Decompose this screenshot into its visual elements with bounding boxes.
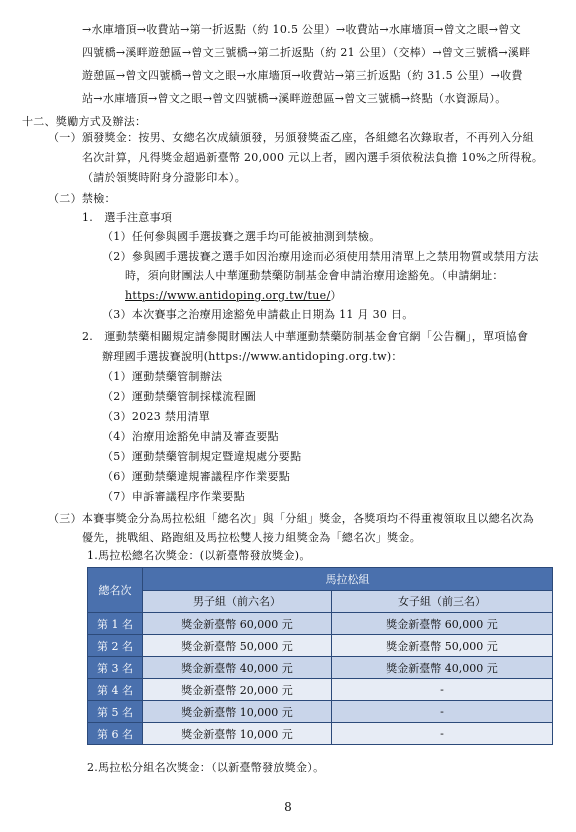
route-line-1: →水庫墻頂→收費站→第一折返點（約 10.5 公里）→收費站→水庫墻頂→曾文之眼→曾文 bbox=[82, 23, 521, 36]
item1-line-1: （一）頒發獎金：按男、女總名次成績頒發，另頒發獎盃乙座，各組總名次錄取者，不再列入分組 bbox=[48, 131, 534, 144]
sub1-item-2: （2）參與國手選拔賽之選手如因治療用途而必須使用禁用清單上之禁用物質或禁用方法 bbox=[102, 250, 539, 263]
page-number: 8 bbox=[284, 800, 292, 814]
female-prize-cell: 獎金新臺幣 50,000 元 bbox=[332, 635, 553, 657]
marathon-prize-table bbox=[87, 567, 553, 745]
sub2-item-4: （4）治療用途豁免申請及審查要點 bbox=[102, 430, 279, 443]
female-prize-cell: - bbox=[332, 723, 553, 745]
sub1-heading: 1. 選手注意事項 bbox=[82, 211, 173, 224]
sub1-item-2-cont: 時，須向財團法人中華運動禁藥防制基金會申請治療用途豁免。（申請網址： bbox=[125, 269, 504, 282]
route-line-4: 站→水庫墻頂→曾文之眼→曾文四號橋→溪畔遊憩區→曾文三號橋→終點（水資源局）。 bbox=[82, 92, 507, 105]
item3-line-2: 優先，挑戰組、路跑組及馬拉松雙人接力組獎金為「總名次」獎金。 bbox=[82, 531, 421, 544]
female-prize-cell: - bbox=[332, 679, 553, 701]
sub2-item-1: （1）運動禁藥管制辦法 bbox=[102, 370, 223, 383]
item3-line-1: （三）本賽事獎金分為馬拉松組「總名次」與「分組」獎金，各獎項均不得重複領取且以總名次為 bbox=[48, 512, 534, 525]
route-line-3: 遊憩區→曾文四號橋→曾文之眼→水庫墻頂→收費站→第三折返點（約 31.5 公里）→收費 bbox=[82, 69, 523, 82]
sub1-item-2-link-line bbox=[125, 286, 342, 306]
table-row bbox=[88, 723, 553, 745]
rank-cell: 第 1 名 bbox=[88, 613, 143, 635]
sub2-item-7: （7）申訴審議程序作業要點 bbox=[102, 490, 245, 503]
female-prize-cell: 獎金新臺幣 40,000 元 bbox=[332, 657, 553, 679]
female-col-header: 女子組（前三名） bbox=[332, 590, 553, 613]
rank-cell: 第 5 名 bbox=[88, 701, 143, 723]
male-prize-cell: 獎金新臺幣 40,000 元 bbox=[143, 657, 332, 679]
sub2-item-2: （2）運動禁藥管制採樣流程圖 bbox=[102, 390, 257, 403]
after-table-line: 2.馬拉松分組名次獎金：（以新臺幣發放獎金）。 bbox=[87, 761, 325, 774]
route-line-2: 四號橋→溪畔遊憩區→曾文三號橋→第二折返點（約 21 公里）（交棒）→曾文三號橋→溪畔 bbox=[82, 46, 531, 59]
male-col-header: 男子組（前六名） bbox=[143, 590, 332, 613]
male-prize-cell: 獎金新臺幣 50,000 元 bbox=[143, 635, 332, 657]
rank-cell: 第 3 名 bbox=[88, 657, 143, 679]
sub1-item-1: （1）任何參與國手選拔賽之選手均可能被抽測到禁檢。 bbox=[102, 230, 381, 243]
table-row bbox=[88, 635, 553, 657]
item1-line-2: 名次計算，凡得獎金超過新臺幣 20,000 元以上者，國內選手須依稅法負擔 10%之所得稅。 bbox=[82, 151, 544, 164]
link-close-paren: ） bbox=[330, 289, 342, 302]
sub1-item-3: （3）本次賽事之治療用途豁免申請截止日期為 11 月 30 日。 bbox=[102, 308, 414, 321]
item1-line-3: （請於領獎時附身分證影印本）。 bbox=[82, 171, 246, 184]
item2-heading: （二）禁檢： bbox=[48, 192, 116, 205]
table-caption: 1.馬拉松總名次獎金：(以新臺幣發放獎金)。 bbox=[87, 549, 311, 562]
male-prize-cell: 獎金新臺幣 10,000 元 bbox=[143, 701, 332, 723]
sub2-item-6: （6）運動禁藥違規審議程序作業要點 bbox=[102, 470, 291, 483]
group-header: 馬拉松組 bbox=[143, 568, 553, 591]
female-prize-cell: - bbox=[332, 701, 553, 723]
rank-cell: 第 4 名 bbox=[88, 679, 143, 701]
table-row bbox=[88, 613, 553, 635]
male-prize-cell: 獎金新臺幣 20,000 元 bbox=[143, 679, 332, 701]
section-title: 十二、獎勵方式及辦法： bbox=[22, 115, 147, 128]
sub2-line-2: 辦理國手選拔賽說明(https://www.antidoping.org.tw)： bbox=[102, 350, 403, 363]
table-row bbox=[88, 679, 553, 701]
rank-cell: 第 6 名 bbox=[88, 723, 143, 745]
rank-cell: 第 2 名 bbox=[88, 635, 143, 657]
table-row bbox=[88, 657, 553, 679]
table-row bbox=[88, 701, 553, 723]
male-prize-cell: 獎金新臺幣 60,000 元 bbox=[143, 613, 332, 635]
sub2-line-1: 2. 運動禁藥相關規定請參閱財團法人中華運動禁藥防制基金會官網「公告欄」，單項協會 bbox=[82, 330, 529, 343]
rank-header: 總名次 bbox=[88, 568, 143, 613]
female-prize-cell: 獎金新臺幣 60,000 元 bbox=[332, 613, 553, 635]
male-prize-cell: 獎金新臺幣 10,000 元 bbox=[143, 723, 332, 745]
antidoping-tue-link[interactable]: https://www.antidoping.org.tw/tue/ bbox=[125, 289, 331, 302]
sub2-item-5: （5）運動禁藥管制規定暨違規處分要點 bbox=[102, 450, 302, 463]
sub2-item-3: （3）2023 禁用清單 bbox=[102, 410, 211, 423]
